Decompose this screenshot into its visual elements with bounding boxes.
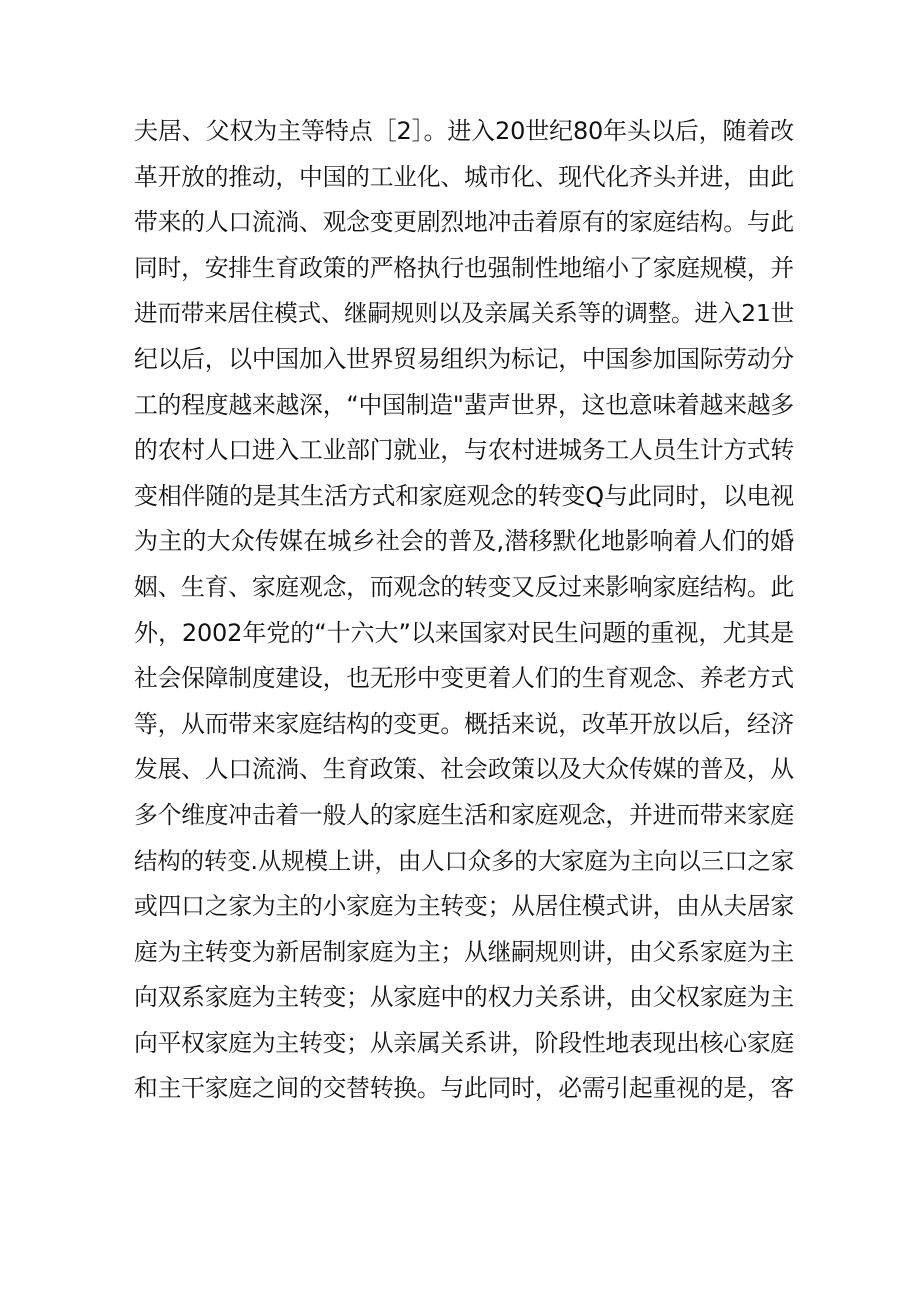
text-line: 的农村人口进入工业部门就业，与农村进城务工人员生计方式转 bbox=[134, 436, 794, 465]
text-line: 工的程度越来越深，“中国制造"蜚声世界，这也意味着越来越多 bbox=[134, 390, 794, 419]
text-line: 社会保障制度建设，也无形中变更着人们的生育观念、养老方式 bbox=[134, 664, 794, 693]
text-line: 同时，安排生育政策的严格执行也强制性地缩小了家庭规模，并 bbox=[134, 253, 794, 282]
text-line: 进而带来居住模式、继嗣规则以及亲属关系等的调整。进入21世 bbox=[134, 299, 794, 328]
text-line: 庭为主转变为新居制家庭为主；从继嗣规则讲，由父系家庭为主 bbox=[134, 937, 794, 966]
text-line: 外，2002年党的“十六大”以来国家对民生问题的重视，尤其是 bbox=[134, 618, 794, 647]
text-line: 变相伴随的是其生活方式和家庭观念的转变Q与此同时，以电视 bbox=[134, 481, 794, 510]
text-line: 纪以后，以中国加入世界贸易组织为标记，中国参加国际劳动分 bbox=[134, 344, 794, 373]
text-line: 向双系家庭为主转变；从家庭中的权力关系讲，由父权家庭为主 bbox=[134, 983, 794, 1012]
body-paragraph bbox=[134, 109, 794, 1112]
text-line: 为主的大众传媒在城乡社会的普及,潜移默化地影响着人们的婚 bbox=[134, 527, 794, 556]
text-line: 向平权家庭为主转变；从亲属关系讲，阶段性地表现出核心家庭 bbox=[134, 1028, 794, 1057]
text-line: 革开放的推动，中国的工业化、城市化、现代化齐头并进，由此 bbox=[134, 162, 794, 191]
text-line: 或四口之家为主的小家庭为主转变；从居住模式讲，由从夫居家 bbox=[134, 892, 794, 921]
text-line: 和主干家庭之间的交替转换。与此同时，必需引起重视的是，客 bbox=[134, 1074, 794, 1103]
text-line: 发展、人口流淌、生育政策、社会政策以及大众传媒的普及，从 bbox=[134, 755, 794, 784]
text-line: 姻、生育、家庭观念，而观念的转变又反过来影响家庭结构。此 bbox=[134, 572, 794, 601]
text-line: 夫居、父权为主等特点［2］。进入20世纪80年头以后，随着改 bbox=[134, 117, 794, 145]
text-line: 结构的转变.从规模上讲，由人口众多的大家庭为主向以三口之家 bbox=[134, 846, 794, 875]
text-line: 多个维度冲击着一般人的家庭生活和家庭观念，并进而带来家庭 bbox=[134, 800, 794, 829]
text-line: 等，从而带来家庭结构的变更。概括来说，改革开放以后，经济 bbox=[134, 709, 794, 738]
text-line: 带来的人口流淌、观念变更剧烈地冲击着原有的家庭结构。与此 bbox=[134, 208, 794, 237]
